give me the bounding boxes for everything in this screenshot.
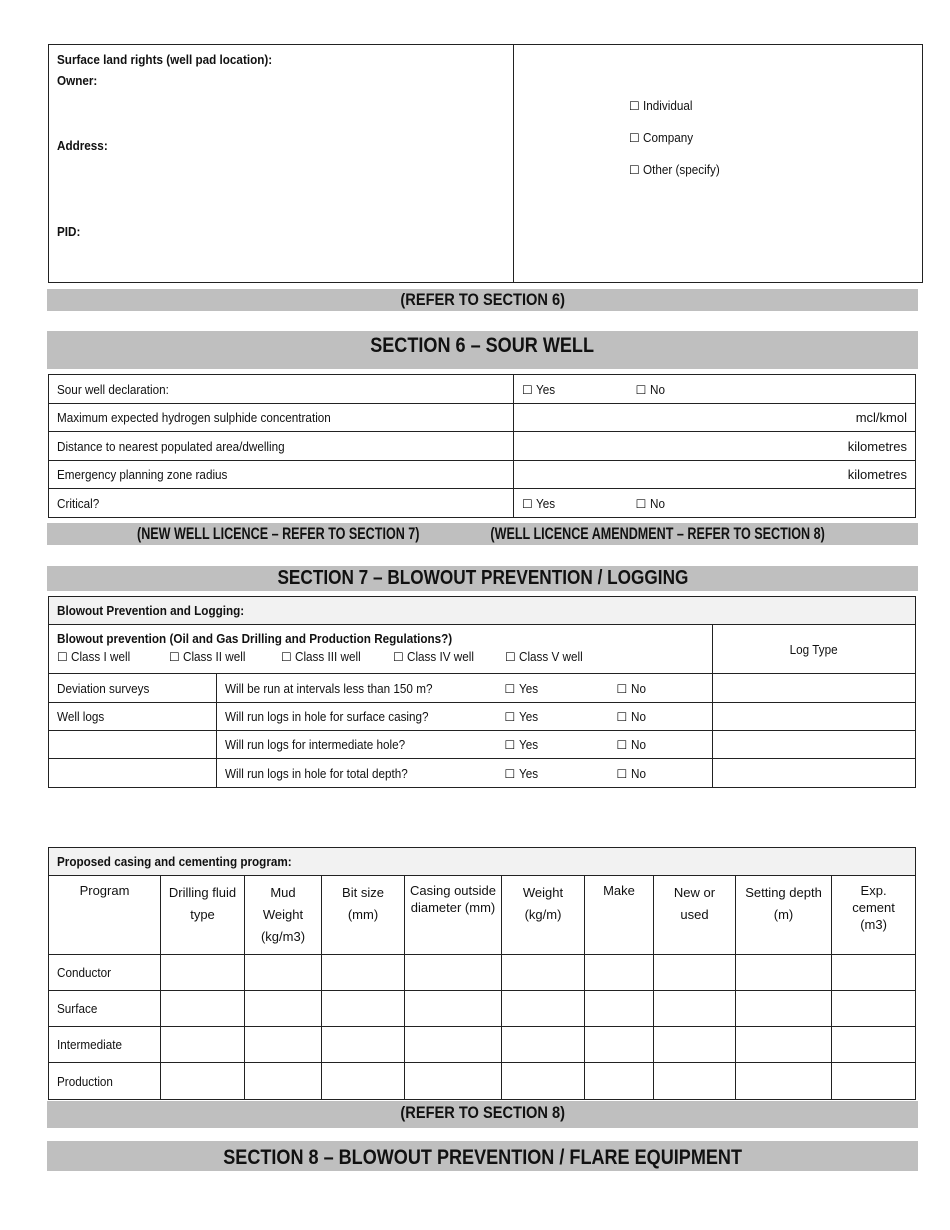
sour-yes-option[interactable]: ☐ Yes	[522, 381, 556, 397]
casing-cell[interactable]	[161, 1063, 245, 1100]
column-header-casing-od: Casing outside diameter (mm)	[405, 876, 502, 955]
blowout-class-row	[49, 625, 916, 674]
casing-cell[interactable]	[832, 991, 916, 1027]
sour-row-critical	[49, 489, 916, 518]
distance-value-field[interactable]: kilometres	[514, 432, 916, 461]
casing-cell[interactable]	[161, 1027, 245, 1063]
casing-cementing-table	[48, 847, 916, 1100]
class-v-option[interactable]: ☐ Class V well	[505, 649, 584, 664]
casing-cell[interactable]	[405, 955, 502, 991]
sour-row-epz	[49, 461, 916, 489]
checkbox-icon[interactable]: ☐	[281, 650, 292, 664]
casing-cell[interactable]	[161, 991, 245, 1027]
casing-cell[interactable]	[736, 1027, 832, 1063]
yes-option[interactable]: ☐ Yes	[497, 759, 609, 788]
checkbox-icon[interactable]: ☐	[504, 766, 516, 781]
row-label: Surface	[49, 991, 161, 1027]
no-option[interactable]: ☐ No	[609, 703, 713, 731]
row-label: Maximum expected hydrogen sulphide concentration	[49, 404, 514, 432]
row-label: Intermediate	[49, 1027, 161, 1063]
casing-columns-row	[49, 876, 916, 955]
column-header-make: Make	[585, 876, 654, 955]
refer-section-8-band: (REFER TO SECTION 8)	[47, 1101, 918, 1128]
casing-cell[interactable]	[654, 955, 736, 991]
casing-cell[interactable]	[405, 1027, 502, 1063]
checkbox-icon[interactable]: ☐	[616, 710, 628, 724]
log-type-field[interactable]	[713, 674, 916, 703]
critical-no-option[interactable]: ☐ No	[635, 495, 665, 511]
option-other[interactable]: ☐ Other (specify)	[629, 162, 721, 177]
casing-cell[interactable]	[585, 955, 654, 991]
checkbox-icon[interactable]: ☐	[629, 131, 640, 145]
refer-section-7-8-band: (NEW WELL LICENCE – REFER TO SECTION 7) (WELL LICENCE AMENDMENT – REFER TO SECTION 8)	[47, 523, 918, 545]
casing-cell[interactable]	[585, 991, 654, 1027]
section-6-header: SECTION 6 – SOUR WELL	[47, 331, 918, 369]
checkbox-icon[interactable]: ☐	[505, 650, 516, 664]
row-label: Well logs	[49, 703, 217, 731]
column-header-weight: Weight (kg/m)	[502, 876, 585, 955]
logging-row-intermediate	[49, 731, 916, 759]
casing-cell[interactable]	[736, 955, 832, 991]
logging-row-total-depth	[49, 759, 916, 788]
casing-cell[interactable]	[245, 955, 322, 991]
row-question: Will run logs in hole for surface casing?	[217, 703, 497, 731]
logging-row-surface	[49, 703, 916, 731]
checkbox-icon[interactable]: ☐	[504, 681, 516, 696]
checkbox-icon[interactable]: ☐	[635, 496, 647, 511]
section-8-header: SECTION 8 – BLOWOUT PREVENTION / FLARE EQUIPMENT	[47, 1141, 918, 1171]
checkbox-icon[interactable]: ☐	[629, 99, 640, 113]
critical-yes-option[interactable]: ☐ Yes	[522, 495, 556, 511]
casing-cell[interactable]	[502, 1063, 585, 1100]
casing-cell[interactable]	[245, 991, 322, 1027]
casing-header: Proposed casing and cementing program:	[49, 848, 916, 876]
row-label: Conductor	[49, 955, 161, 991]
casing-cell[interactable]	[654, 1027, 736, 1063]
row-label: Production	[49, 1063, 161, 1100]
column-header-exp-cement: Exp. cement (m3)	[832, 876, 916, 955]
row-label: Critical?	[49, 489, 514, 518]
casing-cell[interactable]	[502, 991, 585, 1027]
casing-cell[interactable]	[322, 991, 405, 1027]
casing-cell[interactable]	[654, 1063, 736, 1100]
casing-row-intermediate	[49, 1027, 916, 1063]
logging-row-deviation	[49, 674, 916, 703]
row-question: Will run logs in hole for total depth?	[217, 759, 497, 788]
sour-row-h2s	[49, 404, 916, 432]
casing-cell[interactable]	[322, 1027, 405, 1063]
casing-cell[interactable]	[832, 1027, 916, 1063]
epz-value-field[interactable]: kilometres	[514, 461, 916, 489]
no-option[interactable]: ☐ No	[609, 731, 713, 759]
casing-row-production	[49, 1063, 916, 1100]
address-label: Address:	[57, 138, 108, 153]
casing-cell[interactable]	[585, 1027, 654, 1063]
owner-label: Owner:	[57, 73, 98, 88]
casing-row-surface	[49, 991, 916, 1027]
checkbox-icon[interactable]: ☐	[504, 710, 516, 724]
casing-cell[interactable]	[405, 991, 502, 1027]
blowout-header: Blowout Prevention and Logging:	[49, 597, 916, 625]
no-option[interactable]: ☐ No	[609, 759, 713, 788]
checkbox-icon[interactable]: ☐	[635, 382, 647, 397]
casing-cell[interactable]	[322, 955, 405, 991]
row-question: Will be run at intervals less than 150 m?	[217, 674, 497, 703]
log-type-field[interactable]	[713, 759, 916, 788]
surface-rights-box	[48, 44, 923, 283]
casing-cell[interactable]	[832, 955, 916, 991]
casing-row-conductor	[49, 955, 916, 991]
checkbox-icon[interactable]: ☐	[57, 650, 68, 664]
casing-cell[interactable]	[161, 955, 245, 991]
checkbox-icon[interactable]: ☐	[629, 163, 640, 177]
yes-option[interactable]: ☐ Yes	[497, 703, 609, 731]
casing-cell[interactable]	[502, 1027, 585, 1063]
class-i-option[interactable]: ☐ Class I well	[57, 649, 131, 664]
surface-title: Surface land rights (well pad location):	[57, 52, 273, 67]
column-header-mud-weight: Mud Weight (kg/m3)	[245, 876, 322, 955]
casing-cell[interactable]	[322, 1063, 405, 1100]
casing-cell[interactable]	[585, 1063, 654, 1100]
row-label: Distance to nearest populated area/dwelling	[49, 432, 514, 461]
class-options	[57, 649, 704, 664]
checkbox-icon[interactable]: ☐	[169, 650, 180, 664]
option-company[interactable]: ☐ Company	[629, 130, 694, 145]
casing-cell[interactable]	[736, 991, 832, 1027]
log-type-field[interactable]	[713, 731, 916, 759]
class-iv-option[interactable]: ☐ Class IV well	[393, 649, 475, 664]
sour-row-distance	[49, 432, 916, 461]
checkbox-icon[interactable]: ☐	[522, 382, 533, 397]
bp-title: Blowout prevention (Oil and Gas Drilling and Production Regulations?)	[57, 631, 453, 646]
casing-cell[interactable]	[245, 1027, 322, 1063]
checkbox-icon[interactable]: ☐	[393, 650, 404, 664]
yes-option[interactable]: ☐ Yes	[497, 731, 609, 759]
blowout-logging-table	[48, 596, 916, 788]
row-label: Deviation surveys	[49, 674, 217, 703]
yes-option[interactable]: ☐ Yes	[497, 674, 609, 703]
checkbox-icon[interactable]: ☐	[522, 496, 533, 511]
casing-cell[interactable]	[405, 1063, 502, 1100]
section-7-header: SECTION 7 – BLOWOUT PREVENTION / LOGGING	[47, 566, 918, 591]
casing-header-row	[49, 848, 916, 876]
class-ii-option[interactable]: ☐ Class II well	[169, 649, 246, 664]
log-type-header: Log Type	[713, 625, 916, 674]
no-option[interactable]: ☐ No	[609, 674, 713, 703]
surface-divider	[513, 45, 514, 282]
column-header-new-used: New or used	[654, 876, 736, 955]
column-header-program: Program	[49, 876, 161, 955]
class-iii-option[interactable]: ☐ Class III well	[281, 649, 362, 664]
column-header-setting-depth: Setting depth (m)	[736, 876, 832, 955]
row-question: Will run logs for intermediate hole?	[217, 731, 497, 759]
row-label	[49, 731, 217, 759]
row-label: Emergency planning zone radius	[49, 461, 514, 489]
checkbox-icon[interactable]: ☐	[616, 681, 628, 696]
option-individual[interactable]: ☐ Individual	[629, 98, 693, 113]
pid-label: PID:	[57, 224, 81, 239]
sour-no-option[interactable]: ☐ No	[635, 381, 665, 397]
casing-cell[interactable]	[736, 1063, 832, 1100]
column-header-bit-size: Bit size (mm)	[322, 876, 405, 955]
checkbox-icon[interactable]: ☐	[616, 738, 628, 752]
checkbox-icon[interactable]: ☐	[504, 738, 516, 752]
refer-section-6-band: (REFER TO SECTION 6)	[47, 289, 918, 311]
column-header-fluid: Drilling fluid type	[161, 876, 245, 955]
sour-well-table	[48, 374, 916, 518]
casing-cell[interactable]	[502, 955, 585, 991]
casing-cell[interactable]	[832, 1063, 916, 1100]
h2s-value-field[interactable]: mcl/kmol	[514, 404, 916, 432]
casing-cell[interactable]	[245, 1063, 322, 1100]
row-label	[49, 759, 217, 788]
checkbox-icon[interactable]: ☐	[616, 766, 628, 781]
row-label: Sour well declaration:	[49, 375, 514, 404]
sour-row-declaration	[49, 375, 916, 404]
log-type-field[interactable]	[713, 703, 916, 731]
blowout-header-row	[49, 597, 916, 625]
casing-cell[interactable]	[654, 991, 736, 1027]
